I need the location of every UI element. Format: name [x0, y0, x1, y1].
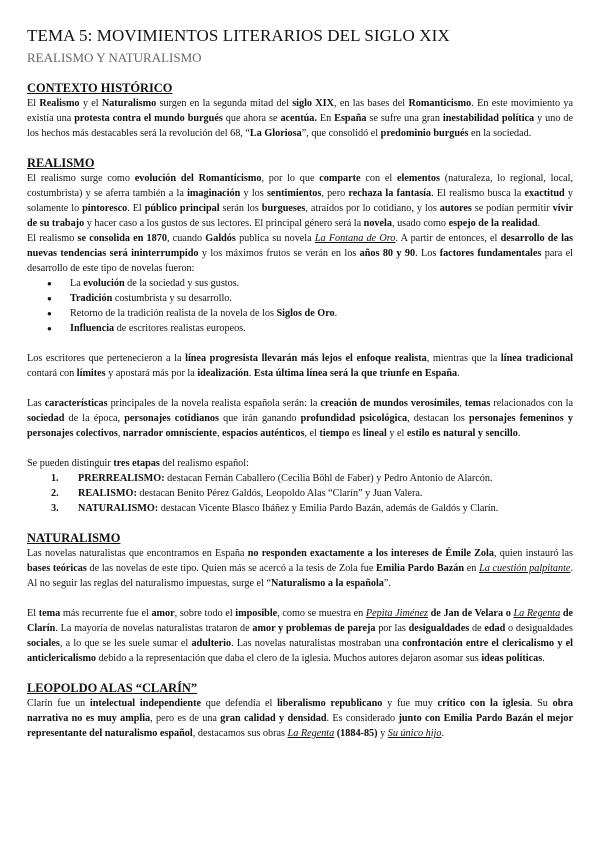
- paragraph-realismo-1: El realismo surge como evolución del Romanticismo, por lo que comparte con el elementos (naturaleza, lo regional, local, costumbrista) y se aferra también a la imaginación y los sentimientos, pero rechaza la fantasía. El realismo busca la exactitud y solamente lo pintoresco. El público principal serán los burgueses, atraídos por lo cotidiano, y los autores se podían permitir vivir de su trabajo y hacer caso a los gustos de sus lectores. El principal género será la novela, usado como espejo de la realidad.: [27, 173, 574, 229]
- list-item: ● Tradición costumbrista y su desarrollo.: [27, 291, 573, 306]
- paragraph-naturalismo-1: Las novelas naturalistas que encontramos en España no responden exactamente a los intereses de Émile Zola, quien instauró las bases teóricas de las novelas de este tipo. Quien más se acercó a la tesis de Zola fue Emilia Pardo Bazán en La cuestión palpitante. Al no seguir las reglas del naturalismo impuestas, surge el “Naturalismo a la española”.: [27, 548, 574, 589]
- list-item: 1. PRERREALISMO: destacan Fernán Caballero (Cecilia Böhl de Faber) y Pedro Antonio de Alarcón.: [51, 473, 493, 484]
- paragraph-contexto: El Realismo y el Naturalismo surgen en la segunda mitad del siglo XIX, en las bases del Romanticismo. En este movimiento ya existía una protesta contra el mundo burgués que ahora se acentúa. En España se sufre una gran inestabilidad política y uno de los hechos más destacables será la revolución del 68, “La Gloriosa”, que consolidó el predominio burgués en la sociedad.: [27, 98, 573, 139]
- list-item: 3. NATURALISMO: destacan Vicente Blasco Ibáñez y Emilia Pardo Bazán, además de Galdós y Clarín.: [51, 503, 499, 514]
- paragraph-realismo-5: Se pueden distinguir tres etapas del realismo español:: [27, 458, 249, 469]
- section-heading-contexto: CONTEXTO HISTÓRICO: [27, 81, 173, 95]
- paragraph-clarin: Clarín fue un intelectual independiente que defendía el liberalismo republicano y fue muy crítico con la iglesia. Su obra narrativa no es muy amplia, pero es de una gran calidad y densidad. Es considerado junto con Emilia Pardo Bazán el mejor representante del naturalismo español, destacamos sus obras La Regenta (1884-85) y Su único hijo.: [27, 698, 573, 739]
- paragraph-realismo-3: Los escritores que pertenecieron a la línea progresista llevarán más lejos el enfoque realista, mientras que la línea tradicional contará con límites y apostará más por la idealización. Esta última línea será la que triunfe en España.: [27, 353, 574, 379]
- paragraph-realismo-4: Las características principales de la novela realista española serán: la creación de mundos verosímiles, temas relacionados con la sociedad de la época, personajes cotidianos que irán ganando profundidad psicológica, destacan los personajes femeninos y personajes colectivos, narrador omnisciente, espacios auténticos, el tiempo es lineal y el estilo es natural y sencillo.: [27, 398, 573, 439]
- paragraph-realismo-2: El realismo se consolida en 1870, cuando Galdós publica su novela La Fontana de Oro. A partir de entonces, el desarrollo de las nuevas tendencias será ininterrumpido y los máximos frutos se verán en los años 80 y 90. Los factores fundamentales para el desarrollo de este tipo de novelas fueron:: [27, 233, 574, 274]
- section-heading-realismo: REALISMO: [27, 156, 95, 170]
- list-item: ● Influencia de escritores realistas europeos.: [27, 321, 573, 336]
- factores-list: [27, 276, 573, 336]
- etapas-list: [27, 471, 573, 516]
- section-heading-naturalismo: NATURALISMO: [27, 531, 121, 545]
- paragraph-naturalismo-2: El tema más recurrente fue el amor, sobre todo el imposible, como se muestra en Pepita Jiménez de Jan de Velara o La Regenta de Clarín. La mayoría de novelas naturalistas trataron de amor y problemas de pareja por las desigualdades de edad o desigualdades sociales, a lo que se les suele sumar el adulterio. Las novelas naturalistas mostraban una confrontación entre el clericalismo y el anticlericalismo debido a la representación que daba el clero de la iglesia. Muchos autores dejaron asomar sus ideas políticas.: [27, 608, 574, 664]
- page-subtitle: REALISMO Y NATURALISMO: [27, 50, 202, 65]
- list-item: 2. REALISMO: destacan Benito Pérez Galdós, Leopoldo Alas “Clarín” y Juan Valera.: [51, 488, 423, 499]
- page-title: TEMA 5: MOVIMIENTOS LITERARIOS DEL SIGLO XIX: [27, 26, 450, 45]
- list-item: ● La evolución de la sociedad y sus gustos.: [27, 276, 573, 291]
- section-heading-clarin: LEOPOLDO ALAS “CLARÍN”: [27, 681, 198, 695]
- list-item: ● Retorno de la tradición realista de la novela de los Siglos de Oro.: [27, 306, 573, 321]
